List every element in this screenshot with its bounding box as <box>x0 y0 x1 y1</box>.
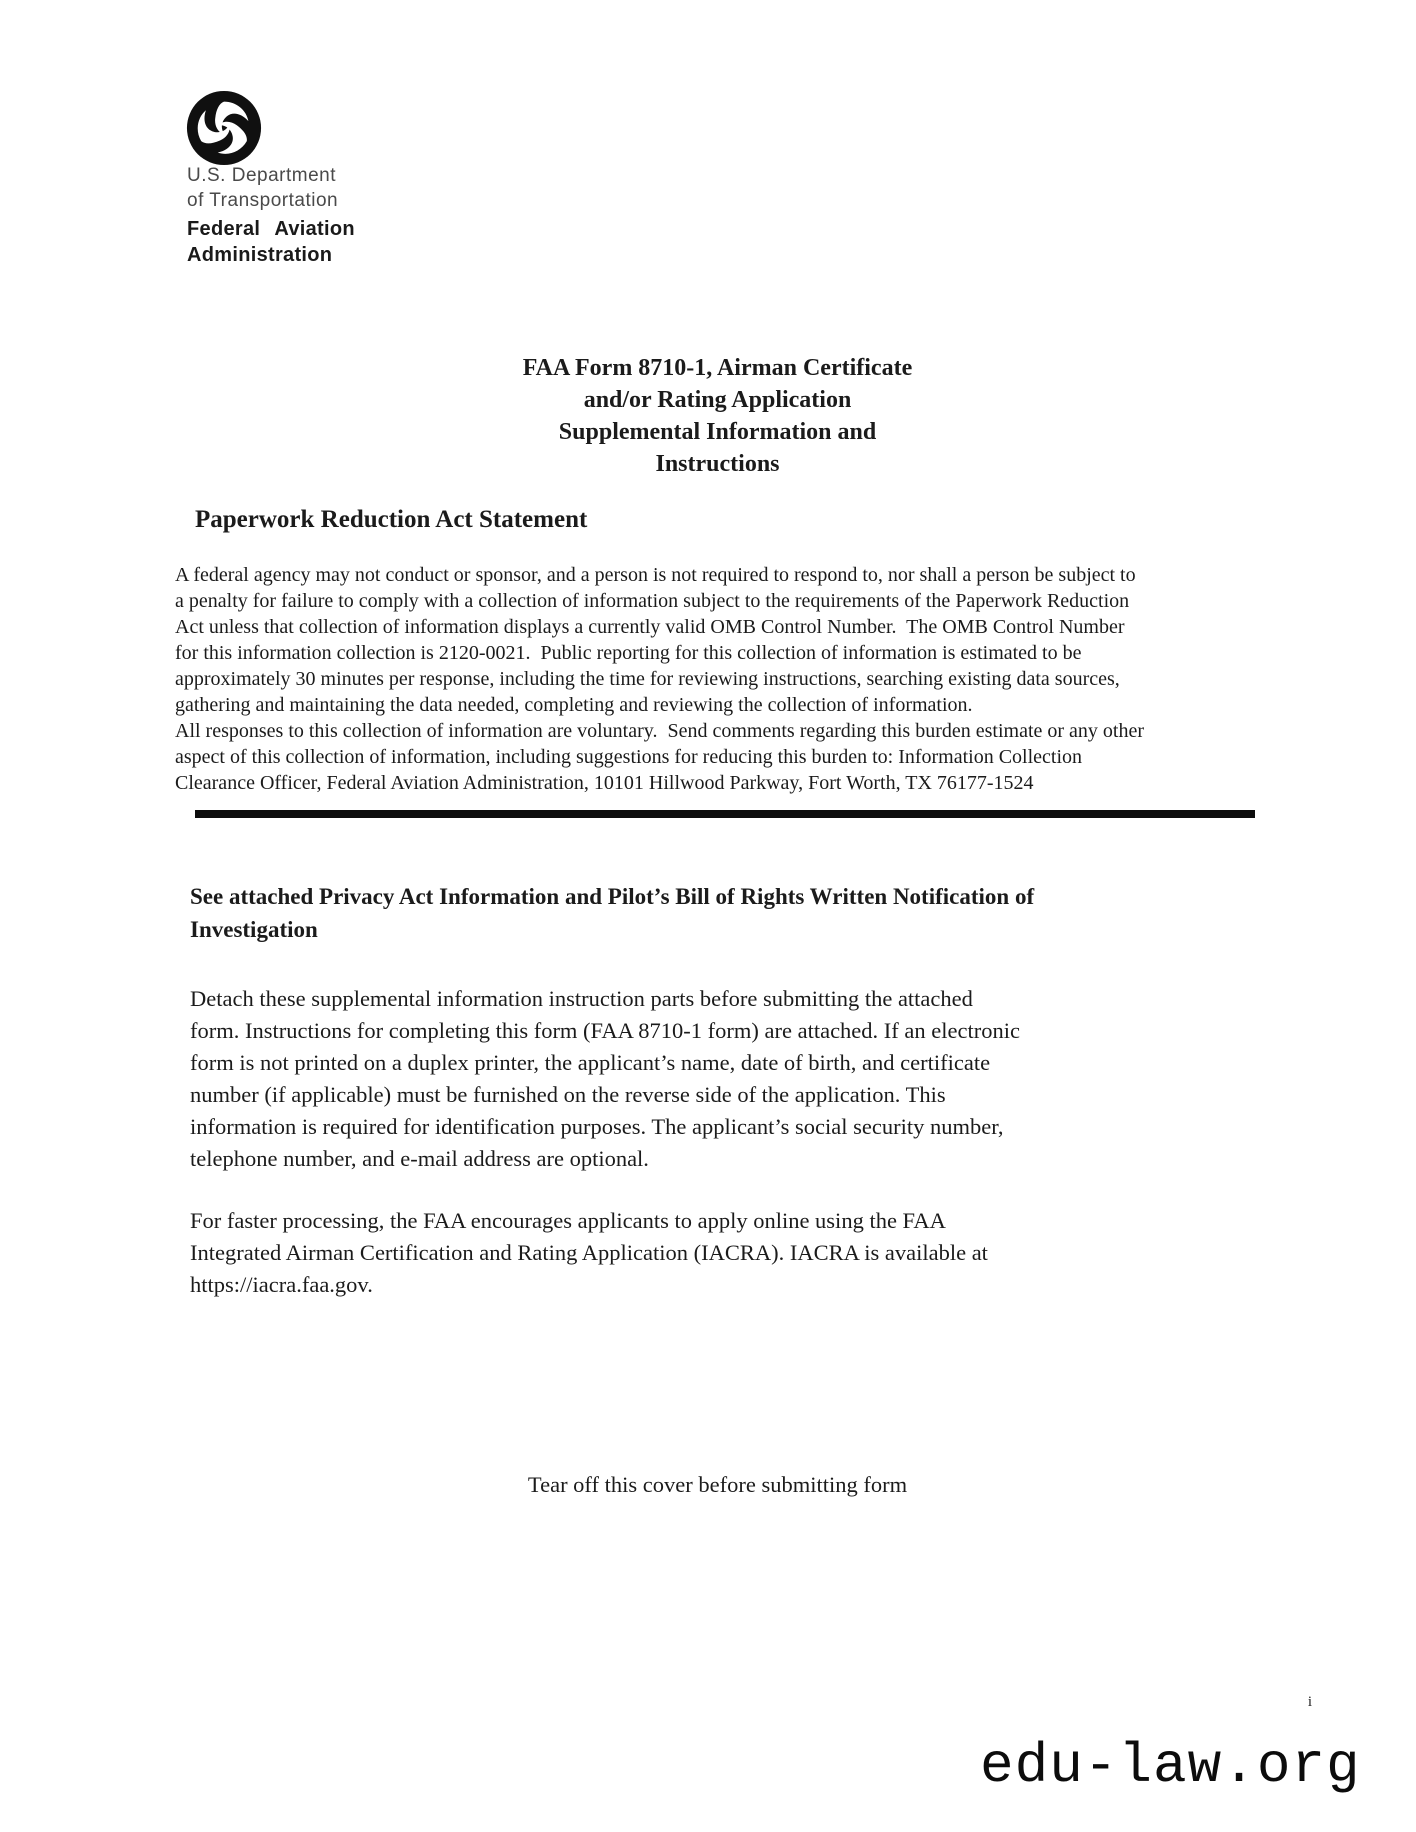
detach-text-line: information is required for identification purposes. The applicant’s social security number, <box>190 1114 1004 1139</box>
detach-text-line: telephone number, and e-mail address are optional. <box>190 1146 649 1171</box>
privacy-heading-line: See attached Privacy Act Information and Pilot’s Bill of Rights Written Notification of <box>190 884 1035 909</box>
tear-off-note: Tear off this cover before submitting form <box>527 1472 908 1497</box>
detach-text-line: form is not printed on a duplex printer, the applicant’s name, date of birth, and certificate <box>190 1050 991 1075</box>
detach-text-line: number (if applicable) must be furnished on the reverse side of the application. This <box>190 1082 946 1107</box>
title-line: Supplemental Information and <box>558 419 877 445</box>
pra-section-heading: Paperwork Reduction Act Statement <box>195 506 588 533</box>
iacra-paragraph <box>190 1205 1280 1301</box>
detach-instructions-paragraph <box>190 983 1280 1175</box>
pra-text-line: Clearance Officer, Federal Aviation Administration, 10101 Hillwood Parkway, Fort Worth, TX 76177-1524 <box>175 772 1034 794</box>
privacy-heading-line: Investigation <box>190 917 318 942</box>
page-number: i <box>1307 1694 1313 1710</box>
logo-agency-line2: Administration <box>187 244 333 266</box>
watermark-text: edu-law.org <box>980 1734 1361 1798</box>
iacra-url-line: https://iacra.faa.gov. <box>190 1272 373 1297</box>
document-title <box>175 352 1260 480</box>
logo-agency-line1: Federal Aviation <box>187 218 355 240</box>
title-line: and/or Rating Application <box>583 387 852 413</box>
privacy-act-heading <box>190 880 1270 946</box>
detach-text-line: form. Instructions for completing this form (FAA 8710-1 form) are attached. If an electronic <box>190 1018 1020 1043</box>
iacra-text-line: For faster processing, the FAA encourages applicants to apply online using the FAA <box>190 1208 946 1233</box>
pra-text-line: a penalty for failure to comply with a collection of information subject to the requirements of the Paperwork Reduction <box>175 590 1130 612</box>
title-line: Instructions <box>655 451 780 477</box>
pra-text-line: A federal agency may not conduct or sponsor, and a person is not required to respond to, nor shall a person be subject to <box>175 564 1136 586</box>
pra-text-line: Act unless that collection of information displays a currently valid OMB Control Number. The OMB Control Number <box>175 616 1125 638</box>
pra-statement-paragraph <box>175 562 1285 796</box>
dot-triskelion-seal-icon <box>185 89 263 167</box>
iacra-text-line: Integrated Airman Certification and Rating Application (IACRA). IACRA is available at <box>190 1240 988 1265</box>
pra-text-line: for this information collection is 2120-0021. Public reporting for this collection of information is estimated to be <box>175 642 1082 664</box>
pra-text-line: approximately 30 minutes per response, including the time for reviewing instructions, searching existing data sources, <box>175 668 1120 690</box>
title-line: FAA Form 8710-1, Airman Certificate <box>522 355 913 381</box>
logo-dept-line1: U.S. Department <box>187 165 336 186</box>
pra-text-line: aspect of this collection of information, including suggestions for reducing this burden to: Information Collection <box>175 746 1083 768</box>
pra-text-line: gathering and maintaining the data needed, completing and reviewing the collection of information. <box>175 694 973 716</box>
logo-dept-line2: of Transportation <box>187 190 339 211</box>
section-divider-rule <box>195 810 1255 818</box>
pra-text-line: All responses to this collection of information are voluntary. Send comments regarding this burden estimate or any other <box>175 720 1145 742</box>
detach-text-line: Detach these supplemental information instruction parts before submitting the attached <box>190 986 973 1011</box>
